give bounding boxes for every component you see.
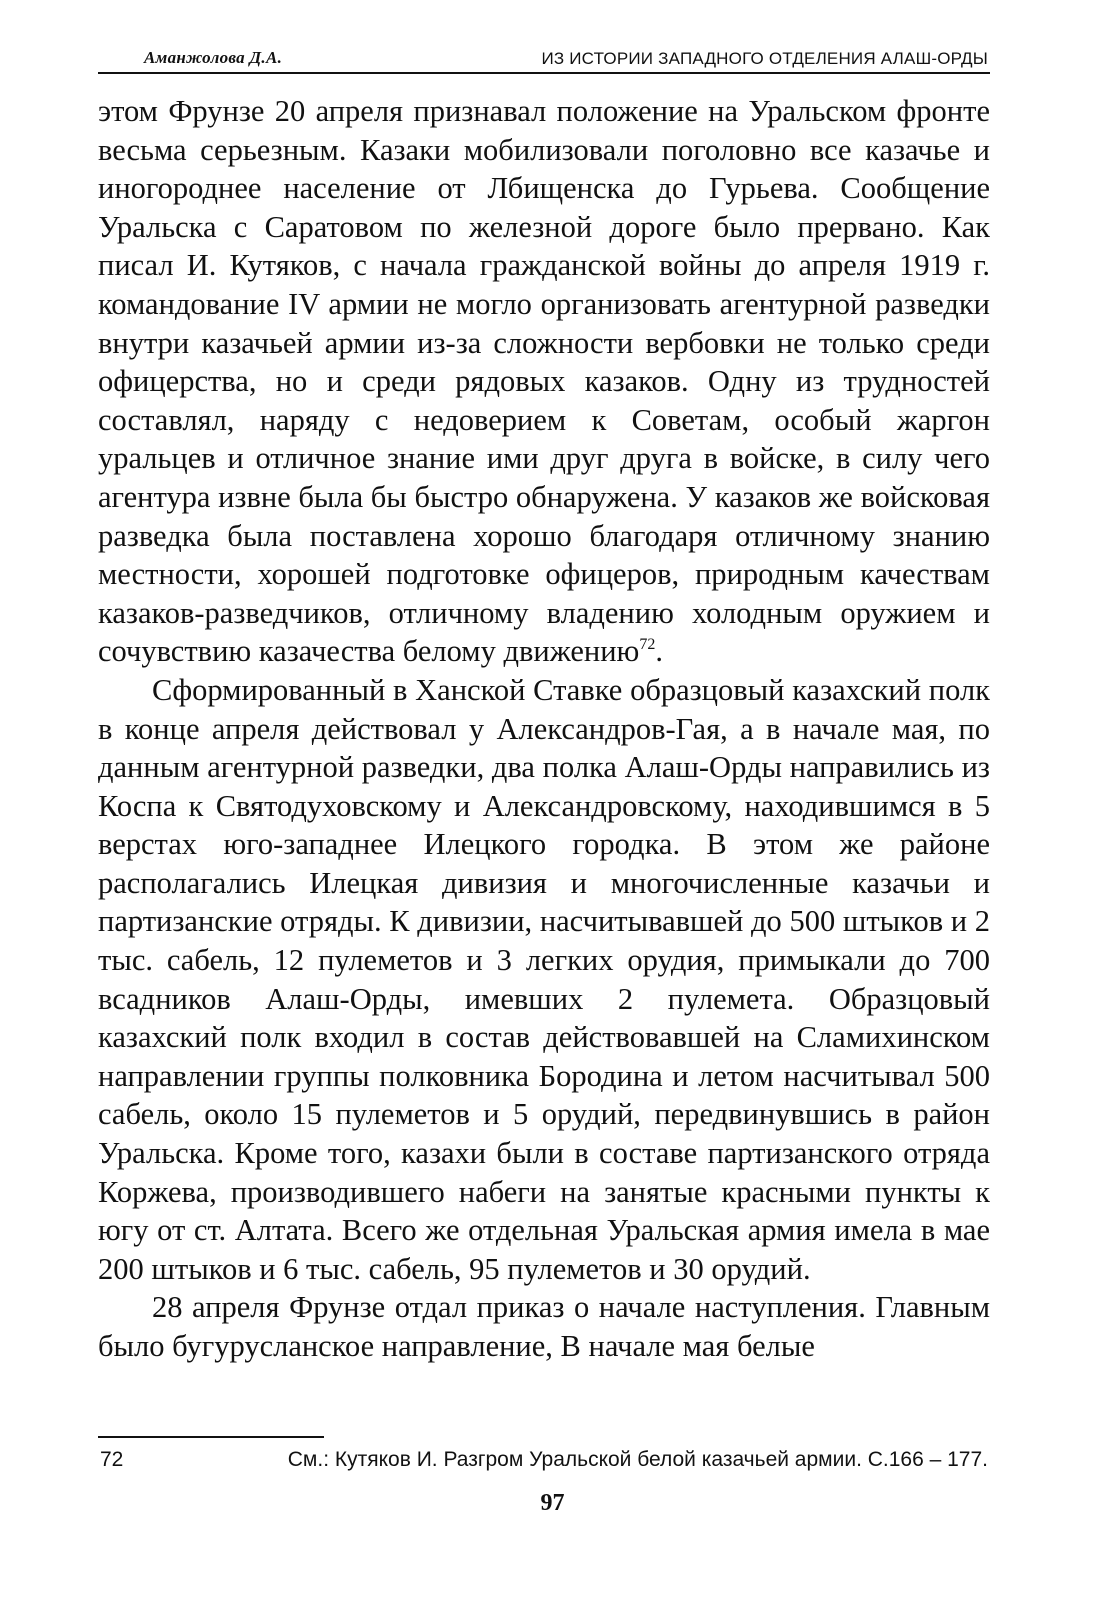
header-author: Аманжолова Д.А. xyxy=(144,48,283,67)
footnote xyxy=(98,1448,990,1478)
paragraph-1-tail: . xyxy=(655,634,663,669)
paragraph-1-text: этом Фрунзе 20 апреля признавал положение на Уральском фронте весьма серьезным. Казаки мобилизовали поголовно все казачье и иногороднее население от Лбищенска до Гурьева. Сообщение Уральска с Саратовом по железной дороге было прервано. Как писал И. Кутяков, с начала гражданской войны до апреля 1919 г. командование IV армии не могло организовать агентурной разведки внутри казачьей армии из-за сложности вербовки не только среди офицерства, но и среди рядовых казаков. Одну из трудностей составлял, наряду с недоверием к Советам, особый жаргон уральцев и отличное знание ими друг друга в войске, в силу чего агентура извне была бы быстро обнаружена. У казаков же войсковая разведка была поставлена хорошо благодаря отличному знанию местности, хорошей подготовке офицеров, природным качествам казаков-разведчиков, отличному владению холодным оружием и сочувствию казачества белому движению xyxy=(98,94,990,669)
paragraph-1 xyxy=(98,92,990,671)
paragraph-3: 28 апреля Фрунзе отдал приказ о начале наступления. Главным было бугурусланское направление, В начале мая белые xyxy=(98,1290,990,1363)
paragraph-2: Сформированный в Ханской Ставке образцовый казахский полк в конце апреля действовал у Александров-Гая, а в начале мая, по данным агентурной разведки, два полка Алаш-Орды направились из Коспа к Святодуховскому и Александровскому, находившимся в 5 верстах юго-западнее Илецкого городка. В этом же районе располагались Илецкая дивизия и многочисленные казачьи и партизанские отряды. К дивизии, насчитывавшей до 500 штыков и 2 тыс. сабель, 12 пулеметов и 3 легких орудия, примыкали до 700 всадников Алаш-Орды, имевших 2 пулемета. Образцовый казахский полк входил в состав действовавшей на Сламихинском направлении группы полковника Бородина и летом насчитывал 500 сабель, около 15 пулеметов и 5 орудий, передвинувшись в район Уральска. Кроме того, казахи были в составе партизанского отряда Коржева, производившего набеги на занятые красными пункты к югу от ст. Алтата. Всего же отдельная Уральская армия имела в мае 200 штыков и 6 тыс. сабель, 95 пулеметов и 30 орудий. xyxy=(98,672,990,1286)
footnote-text: См.: Кутяков И. Разгром Уральской белой казачьей армии. С.166 – 177. xyxy=(287,1448,988,1471)
footnote-divider xyxy=(98,1436,324,1438)
footnote-reference: 72 xyxy=(639,636,656,654)
running-header xyxy=(98,40,990,74)
body-text xyxy=(98,92,990,1366)
page-number: 97 xyxy=(540,1490,565,1516)
footnote-number: 72 xyxy=(100,1448,124,1471)
header-title: ИЗ ИСТОРИИ ЗАПАДНОГО ОТДЕЛЕНИЯ АЛАШ-ОРДЫ xyxy=(541,49,988,68)
